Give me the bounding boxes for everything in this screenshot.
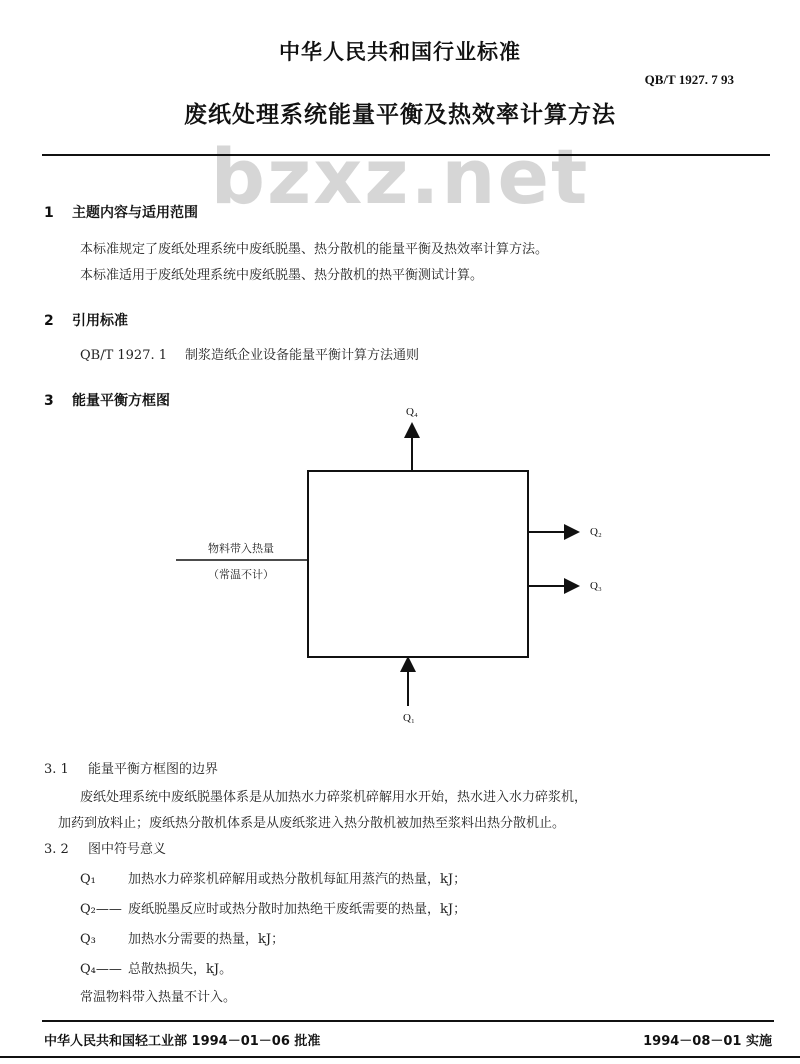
watermark: bzxz.net (210, 132, 590, 221)
label-q4: Q₄ (406, 406, 418, 418)
org-title: 中华人民共和国行业标准 (279, 40, 521, 64)
subsection-3-1-paragraph-2: 加药到放料止；废纸热分散机体系是从废纸浆进入热分散机被加热至浆料出热分散机止。 (58, 816, 566, 831)
symbol-definition-q1 (80, 870, 466, 890)
subsection-number: 3. 2 (44, 842, 69, 857)
symbol: Q₃ (80, 932, 96, 947)
approval-line: 中华人民共和国轻工业部 1994－01－06 批准 (44, 1034, 321, 1049)
footer-rule (42, 1020, 774, 1022)
subsection-3-1-paragraph-1: 废纸处理系统中废纸脱墨体系是从加热水力碎浆机碎解用水开始，热水进入水力碎浆机， (80, 790, 588, 805)
subsection-number: 3. 1 (44, 762, 69, 777)
section-number: 1 (44, 205, 54, 221)
page-bottom-rule (0, 1056, 800, 1058)
symbol-definition-q4 (80, 960, 232, 980)
section-number: 3 (44, 393, 54, 409)
standard-code: QB/T 1927. 7 93 (644, 72, 734, 87)
section-title: 引用标准 (72, 313, 128, 329)
energy-balance-box (307, 470, 529, 658)
subsection-3-1-heading (44, 760, 218, 780)
symbol-description: 废纸脱墨反应时或热分散时加热绝干废纸需要的热量，kJ； (128, 902, 467, 917)
note-text: 常温物料带入热量不计入。 (80, 990, 237, 1005)
implementation-date: 1994－08－01 实施 (643, 1034, 772, 1049)
label-q2: Q₂ (590, 526, 602, 538)
section-1-paragraph-2: 本标准适用于废纸处理系统中废纸脱墨、热分散机的热平衡测试计算。 (80, 268, 484, 283)
section-title: 能量平衡方框图 (72, 393, 170, 409)
section-1-paragraph-1: 本标准规定了废纸处理系统中废纸脱墨、热分散机的能量平衡及热效率计算方法。 (80, 242, 549, 257)
symbol-definition-q2 (80, 900, 466, 920)
symbol-definition-q3 (80, 930, 284, 950)
referenced-standard-name: 制浆造纸企业设备能量平衡计算方法通则 (185, 348, 420, 363)
symbol-description: 加热水分需要的热量，kJ； (128, 932, 285, 947)
symbol: Q₄—— (80, 962, 122, 977)
section-title: 主题内容与适用范围 (72, 205, 198, 221)
referenced-standard-code: QB/T 1927. 1 (80, 348, 168, 363)
symbol-description: 加热水力碎浆机碎解用或热分散机每缸用蒸汽的热量，kJ； (128, 872, 467, 887)
symbol: Q₁ (80, 872, 96, 887)
label-q3: Q₃ (590, 580, 602, 592)
input-label-note: （常温不计） (208, 568, 274, 581)
label-q1: Q₁ (403, 712, 415, 724)
input-label: 物料带入热量 (208, 542, 274, 555)
document-title: 废纸处理系统能量平衡及热效率计算方法 (184, 102, 616, 128)
symbol: Q₂—— (80, 902, 122, 917)
subsection-title: 图中符号意义 (88, 842, 167, 857)
subsection-title: 能量平衡方框图的边界 (88, 762, 219, 777)
symbol-description: 总散热损失，kJ。 (128, 962, 233, 977)
section-number: 2 (44, 313, 54, 329)
subsection-3-2-heading (44, 840, 166, 860)
